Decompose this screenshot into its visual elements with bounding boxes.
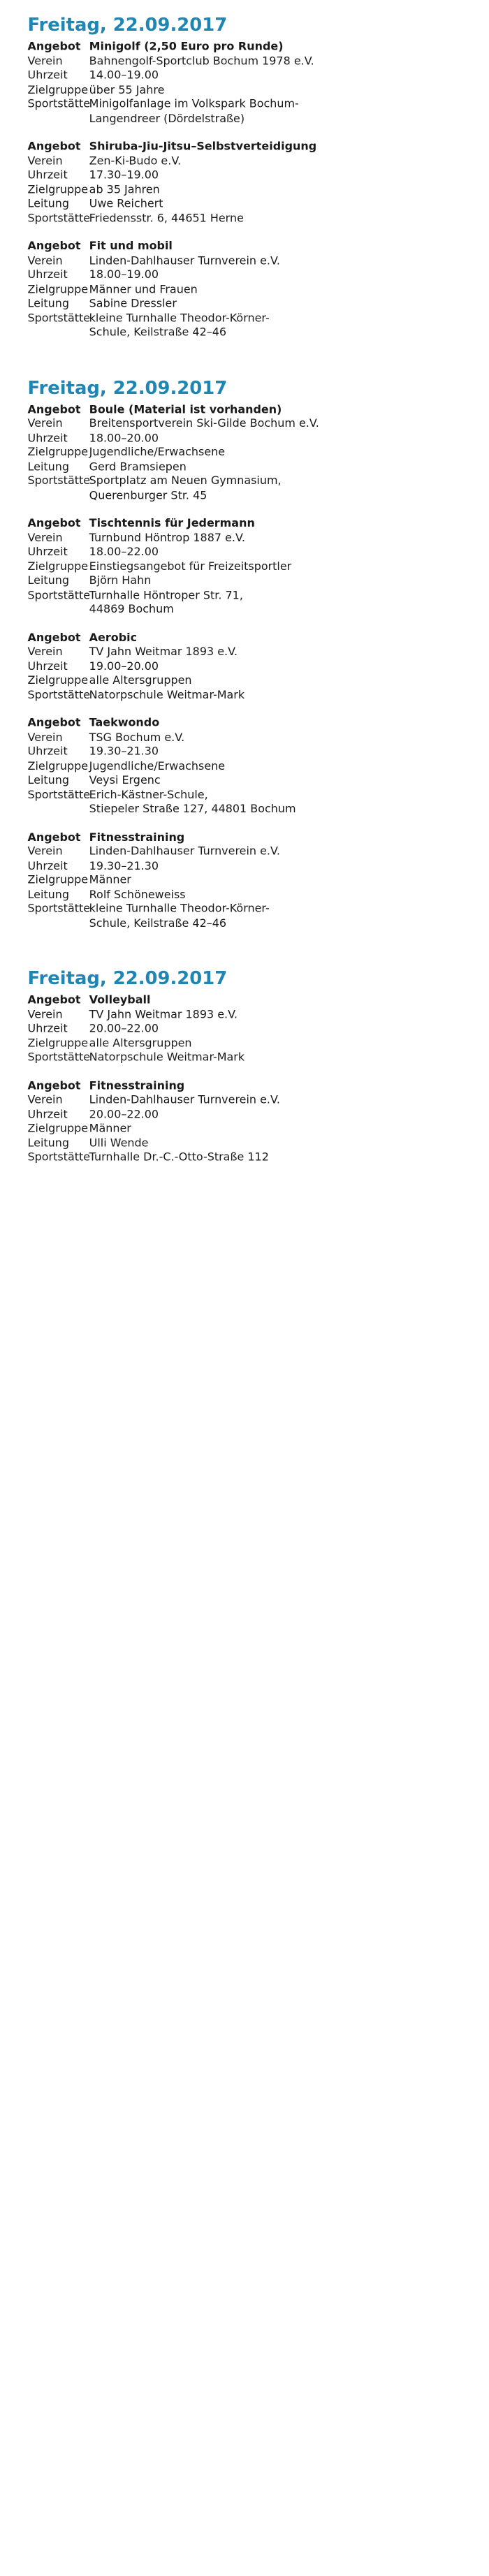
field-row-sportstaette [28,789,489,817]
field-row-verein [28,54,489,69]
field-value-angebot: Fitnesstraining [89,1079,185,1092]
field-label-verein: Verein [27,154,63,168]
field-row-zielgruppe [28,183,489,198]
field-row-verein [28,254,489,269]
field-value-leitung: Gerd Bramsiepen [89,460,187,474]
field-row-angebot [28,631,489,646]
section-date-heading: Freitag, 22.09.2017 [27,968,228,990]
field-value-verein: Bahnengolf-Sportclub Bochum 1978 e.V. [89,54,314,68]
field-value-angebot: Fit und mobil [89,240,173,253]
field-label-sportstaette: Sportstätte [27,788,91,801]
event-entry [28,517,489,617]
field-label-sportstaette: Sportstätte [27,97,91,111]
section-date-heading: Freitag, 22.09.2017 [27,377,228,399]
event-entry [28,1079,489,1165]
field-value-uhrzeit: 19.30–21.30 [89,745,159,759]
field-label-angebot: Angebot [27,1079,81,1092]
field-label-angebot: Angebot [27,830,81,844]
field-label-sportstaette: Sportstätte [27,688,91,701]
field-row-angebot [28,1079,489,1094]
field-label-zielgruppe: Zielgruppe [27,283,89,296]
field-value-leitung: Björn Hahn [89,574,152,587]
field-row-uhrzeit [28,432,489,446]
field-row-angebot [28,41,489,55]
field-label-leitung: Leitung [27,574,70,587]
field-row-sportstaette [28,212,489,226]
field-label-verein: Verein [27,1093,63,1106]
event-entry [28,717,489,817]
field-label-uhrzeit: Uhrzeit [27,659,68,673]
field-row-sportstaette [28,1051,489,1066]
field-label-verein: Verein [27,417,63,430]
field-row-angebot [28,717,489,731]
event-entry [28,41,489,126]
field-value-zielgruppe: Einstiegsangebot für Freizeitsportler [89,559,292,573]
field-label-sportstaette: Sportstätte [27,312,91,325]
field-value-sportstaette: Sportplatz am Neuen Gymnasium, Querenburger Str. 45 [89,474,282,502]
event-entry [28,994,489,1066]
day-section [0,0,489,340]
section-date-heading: Freitag, 22.09.2017 [27,15,228,36]
field-row-leitung [28,198,489,212]
field-row-uhrzeit [28,660,489,675]
day-section [0,354,489,931]
field-label-uhrzeit: Uhrzeit [27,68,68,82]
field-label-angebot: Angebot [27,517,81,530]
field-label-uhrzeit: Uhrzeit [27,1108,68,1121]
field-label-verein: Verein [27,645,63,659]
field-label-sportstaette: Sportstätte [27,588,91,602]
field-row-verein [28,1094,489,1108]
day-section [0,945,489,1165]
field-row-sportstaette [28,312,489,340]
field-value-sportstaette: Friedensstr. 6, 44651 Herne [89,212,244,225]
field-label-sportstaette: Sportstätte [27,1150,91,1164]
field-label-zielgruppe: Zielgruppe [27,446,89,459]
field-row-uhrzeit [28,269,489,284]
field-label-angebot: Angebot [27,402,81,416]
field-row-zielgruppe [28,1037,489,1051]
field-row-uhrzeit [28,69,489,84]
field-row-angebot [28,240,489,255]
field-value-sportstaette: Minigolfanlage im Volkspark Bochum- Langendreer (Dördelstraße) [89,97,299,125]
field-label-angebot: Angebot [27,40,81,53]
field-row-uhrzeit [28,546,489,560]
field-label-sportstaette: Sportstätte [27,902,91,916]
field-value-verein: TV Jahn Weitmar 1893 e.V. [89,645,238,659]
field-label-leitung: Leitung [27,197,70,210]
field-value-angebot: Shiruba-Jiu-Jitsu–Selbstverteidigung [89,140,317,153]
field-value-uhrzeit: 18.00–22.00 [89,546,159,559]
field-row-leitung [28,460,489,475]
field-label-sportstaette: Sportstätte [27,474,91,488]
field-label-verein: Verein [27,1008,63,1021]
field-value-zielgruppe: über 55 Jahre [89,83,165,96]
field-value-uhrzeit: 14.00–19.00 [89,68,159,82]
field-value-sportstaette: kleine Turnhalle Theodor-Körner- Schule, Keilstraße 42–46 [89,902,270,930]
field-row-angebot [28,517,489,532]
field-row-zielgruppe [28,83,489,98]
field-row-verein [28,645,489,660]
field-label-verein: Verein [27,844,63,858]
field-label-leitung: Leitung [27,297,70,310]
event-entry [28,403,489,504]
field-value-sportstaette: Turnhalle Höntroper Str. 71, 44869 Bochum [89,588,243,616]
field-row-zielgruppe [28,283,489,298]
field-value-zielgruppe: Männer [89,873,131,887]
field-value-angebot: Boule (Material ist vorhanden) [89,402,282,416]
field-label-verein: Verein [27,54,63,68]
event-entry [28,830,489,931]
field-label-zielgruppe: Zielgruppe [27,873,89,887]
field-label-verein: Verein [27,531,63,544]
field-label-uhrzeit: Uhrzeit [27,1022,68,1035]
field-value-zielgruppe: Jugendliche/Erwachsene [89,446,226,459]
field-label-verein: Verein [27,731,63,744]
field-label-uhrzeit: Uhrzeit [27,546,68,559]
field-value-leitung: Sabine Dressler [89,297,177,310]
field-row-angebot [28,830,489,845]
field-label-leitung: Leitung [27,888,70,901]
field-value-angebot: Tischtennis für Jedermann [89,517,255,530]
field-row-uhrzeit [28,859,489,874]
field-value-sportstaette: kleine Turnhalle Theodor-Körner- Schule, Keilstraße 42–46 [89,312,270,339]
field-value-uhrzeit: 17.30–19.00 [89,168,159,182]
field-row-uhrzeit [28,745,489,760]
field-value-uhrzeit: 20.00–22.00 [89,1108,159,1121]
field-row-verein [28,731,489,746]
field-row-uhrzeit [28,1108,489,1122]
field-row-verein [28,417,489,432]
field-label-zielgruppe: Zielgruppe [27,83,89,96]
field-value-verein: Linden-Dahlhauser Turnverein e.V. [89,254,280,268]
field-value-angebot: Volleyball [89,993,151,1007]
field-value-sportstaette: Natorpschule Weitmar-Mark [89,1051,245,1064]
field-row-zielgruppe [28,446,489,460]
field-row-leitung [28,574,489,589]
field-value-verein: Linden-Dahlhauser Turnverein e.V. [89,844,280,858]
field-row-uhrzeit [28,169,489,184]
field-value-leitung: Ulli Wende [89,1136,149,1150]
field-value-uhrzeit: 19.30–21.30 [89,859,159,872]
field-row-angebot [28,140,489,155]
field-value-sportstaette: Natorpschule Weitmar-Mark [89,688,245,701]
field-row-verein [28,154,489,169]
field-row-leitung [28,774,489,789]
field-value-uhrzeit: 18.00–20.00 [89,431,159,445]
field-label-angebot: Angebot [27,717,81,730]
field-row-angebot [28,994,489,1009]
field-label-leitung: Leitung [27,460,70,474]
field-value-verein: TV Jahn Weitmar 1893 e.V. [89,1008,238,1021]
event-entry [28,240,489,341]
field-row-zielgruppe [28,560,489,575]
field-value-uhrzeit: 18.00–19.00 [89,268,159,281]
field-row-angebot [28,403,489,418]
field-value-uhrzeit: 19.00–20.00 [89,659,159,673]
field-label-leitung: Leitung [27,1136,70,1150]
field-row-sportstaette [28,98,489,126]
field-label-zielgruppe: Zielgruppe [27,674,89,687]
field-label-angebot: Angebot [27,631,81,644]
field-value-sportstaette: Erich-Kästner-Schule, Stiepeler Straße 127, 44801 Bochum [89,788,296,816]
field-label-verein: Verein [27,254,63,268]
field-label-uhrzeit: Uhrzeit [27,859,68,872]
field-value-uhrzeit: 20.00–22.00 [89,1022,159,1035]
field-value-leitung: Uwe Reichert [89,197,163,210]
field-row-leitung [28,888,489,902]
field-value-verein: Turnbund Höntrop 1887 e.V. [89,531,245,544]
field-value-zielgruppe: Jugendliche/Erwachsene [89,759,226,773]
field-value-leitung: Rolf Schöneweiss [89,888,186,901]
field-label-zielgruppe: Zielgruppe [27,1037,89,1050]
field-value-verein: Breitensportverein Ski-Gilde Bochum e.V. [89,417,319,430]
field-value-angebot: Minigolf (2,50 Euro pro Runde) [89,40,284,53]
field-row-leitung [28,298,489,312]
field-row-sportstaette [28,1151,489,1166]
field-row-zielgruppe [28,1122,489,1137]
field-value-zielgruppe: ab 35 Jahren [89,183,160,196]
field-label-zielgruppe: Zielgruppe [27,559,89,573]
field-row-leitung [28,1136,489,1151]
field-row-sportstaette [28,902,489,931]
field-value-zielgruppe: Männer und Frauen [89,283,198,296]
field-value-sportstaette: Turnhalle Dr.-C.-Otto-Straße 112 [89,1150,269,1164]
field-row-verein [28,845,489,860]
field-label-sportstaette: Sportstätte [27,212,91,225]
field-row-sportstaette [28,474,489,503]
field-label-uhrzeit: Uhrzeit [27,431,68,445]
event-entry [28,631,489,703]
field-value-angebot: Taekwondo [89,717,160,730]
field-value-angebot: Aerobic [89,631,138,644]
field-row-verein [28,1008,489,1023]
field-label-angebot: Angebot [27,240,81,253]
field-label-leitung: Leitung [27,774,70,787]
field-value-zielgruppe: Männer [89,1122,131,1135]
field-row-zielgruppe [28,874,489,888]
field-value-leitung: Veysi Ergenc [89,774,161,787]
field-row-zielgruppe [28,674,489,689]
field-value-verein: Linden-Dahlhauser Turnverein e.V. [89,1093,280,1106]
field-value-zielgruppe: alle Altersgruppen [89,674,192,687]
field-label-uhrzeit: Uhrzeit [27,268,68,281]
field-row-uhrzeit [28,1023,489,1037]
field-label-angebot: Angebot [27,140,81,153]
field-label-zielgruppe: Zielgruppe [27,759,89,773]
field-label-uhrzeit: Uhrzeit [27,168,68,182]
field-value-verein: TSG Bochum e.V. [89,731,185,744]
field-label-uhrzeit: Uhrzeit [27,745,68,759]
field-row-zielgruppe [28,760,489,775]
field-value-zielgruppe: alle Altersgruppen [89,1037,192,1050]
event-entry [28,140,489,226]
field-row-verein [28,532,489,546]
field-label-zielgruppe: Zielgruppe [27,1122,89,1135]
field-label-sportstaette: Sportstätte [27,1051,91,1064]
field-value-verein: Zen-Ki-Budo e.V. [89,154,182,168]
field-label-angebot: Angebot [27,993,81,1007]
field-row-sportstaette [28,589,489,617]
field-value-angebot: Fitnesstraining [89,830,185,844]
field-row-sportstaette [28,689,489,703]
field-label-zielgruppe: Zielgruppe [27,183,89,196]
